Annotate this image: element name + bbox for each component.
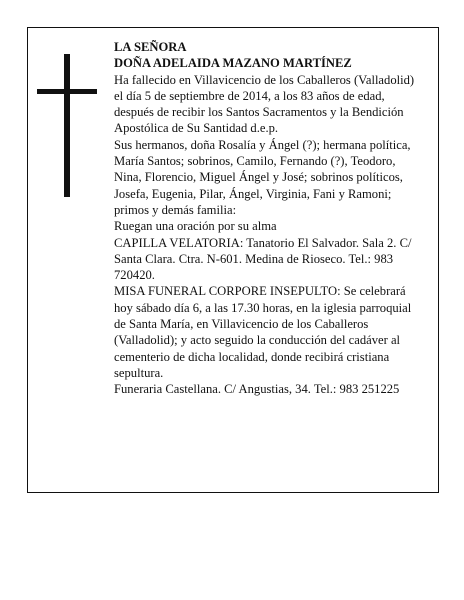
cross-icon: [37, 54, 97, 197]
heading-title: LA SEÑORA: [114, 40, 187, 54]
deceased-name: DOÑA ADELAIDA MAZANO MARTÍNEZ: [114, 56, 352, 71]
obituary-text: [114, 39, 426, 398]
family-list: Sus hermanos, doña Rosalía y Ángel (?); hermana política, María Santos; sobrinos, Camilo, Fernando (?), Teodoro, Nina, Florencio, Miguel Ángel y José; sobrinos políticos, Josefa, Eugenia, Pilar, Ángel, Virginia, Fani y Ramoni; primos y demás familia:: [114, 137, 411, 217]
cross-horizontal-bar: [37, 89, 97, 94]
prayer-request: Ruegan una oración por su alma: [114, 219, 277, 234]
death-announcement: Ha fallecido en Villavicencio de los Caballeros (Valladolid) el día 5 de septiembre de 2014, a los 83 años de edad, después de recibir los Santos Sacramentos y la Bendición Apostólica de Su Santidad d.e.p.: [114, 72, 415, 136]
funeral-home-info: Funeraria Castellana. C/ Angustias, 34. Tel.: 983 251225: [114, 382, 400, 397]
funeral-mass-info: MISA FUNERAL CORPORE INSEPULTO: Se celebrará hoy sábado día 6, a las 17.30 horas, en la iglesia parroquial de Santa María, en Villavicencio de los Caballeros (Valladolid); y acto seguido la conducción del cadáver al cementerio de dicha localidad, donde recibirá cristiana sepultura.: [114, 284, 412, 380]
cross-vertical-bar: [64, 54, 70, 197]
chapel-info: CAPILLA VELATORIA: Tanatorio El Salvador. Sala 2. C/ Santa Clara. Ctra. N-601. Medina de Rioseco. Tel.: 983 720420.: [114, 235, 412, 283]
